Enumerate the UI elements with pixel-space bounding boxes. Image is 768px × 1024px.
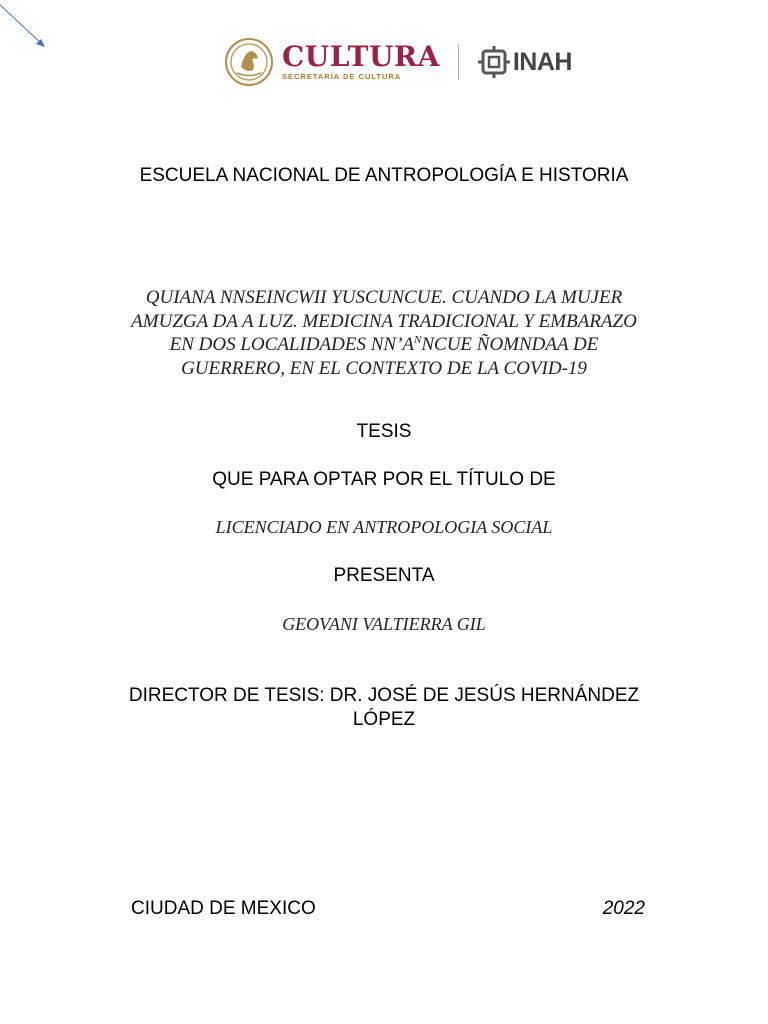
- author-name: GEOVANI VALTIERRA GIL: [282, 614, 486, 634]
- thesis-title-segment: EN DOS LOCALIDADES NN’A: [169, 334, 415, 355]
- cultura-logo: [282, 39, 440, 82]
- thesis-title-line: GUERRERO, EN EL CONTEXTO DE LA COVID-19: [181, 357, 587, 379]
- director-line: DIRECTOR DE TESIS: DR. JOSÉ DE JESÚS HERNÁNDEZ: [128, 685, 640, 706]
- thesis-title-line: QUIANA NNSEINCWII YUSCUNCUE. CUANDO LA MUJER: [145, 287, 623, 308]
- thesis-title: [100, 286, 668, 380]
- inah-emblem-icon: [477, 45, 511, 79]
- degree-name: LICENCIADO EN ANTROPOLOGIA SOCIAL: [215, 517, 553, 537]
- thesis-director: [100, 684, 668, 732]
- presents-label: PRESENTA: [333, 565, 435, 586]
- mexico-seal-icon: [224, 37, 274, 87]
- director-line: LÓPEZ: [352, 709, 416, 730]
- thesis-title-line: [100, 333, 668, 357]
- institution-name: ESCUELA NACIONAL DE ANTROPOLOGÍA E HISTORIA: [139, 165, 629, 186]
- thesis-title-superscript: N: [414, 334, 422, 346]
- logo-divider: [458, 44, 459, 80]
- city: CIUDAD DE MEXICO: [131, 898, 316, 919]
- year: 2022: [602, 898, 645, 919]
- degree-intro: QUE PARA OPTAR POR EL TÍTULO DE: [212, 469, 556, 490]
- thesis-title-line: AMUZGA DA A LUZ. MEDICINA TRADICIONAL Y EMBARAZO: [131, 310, 637, 332]
- document-type: TESIS: [356, 421, 412, 442]
- cultura-wordmark: CULTURA: [282, 39, 440, 73]
- header-logos: [200, 34, 572, 90]
- thesis-title-segment: NCUE ÑOMNDAA DE: [421, 334, 599, 355]
- corner-arrow-icon: [0, 0, 60, 60]
- cultura-subtitle: SECRETARÍA DE CULTURA: [282, 71, 402, 81]
- inah-wordmark: INAH: [512, 47, 572, 76]
